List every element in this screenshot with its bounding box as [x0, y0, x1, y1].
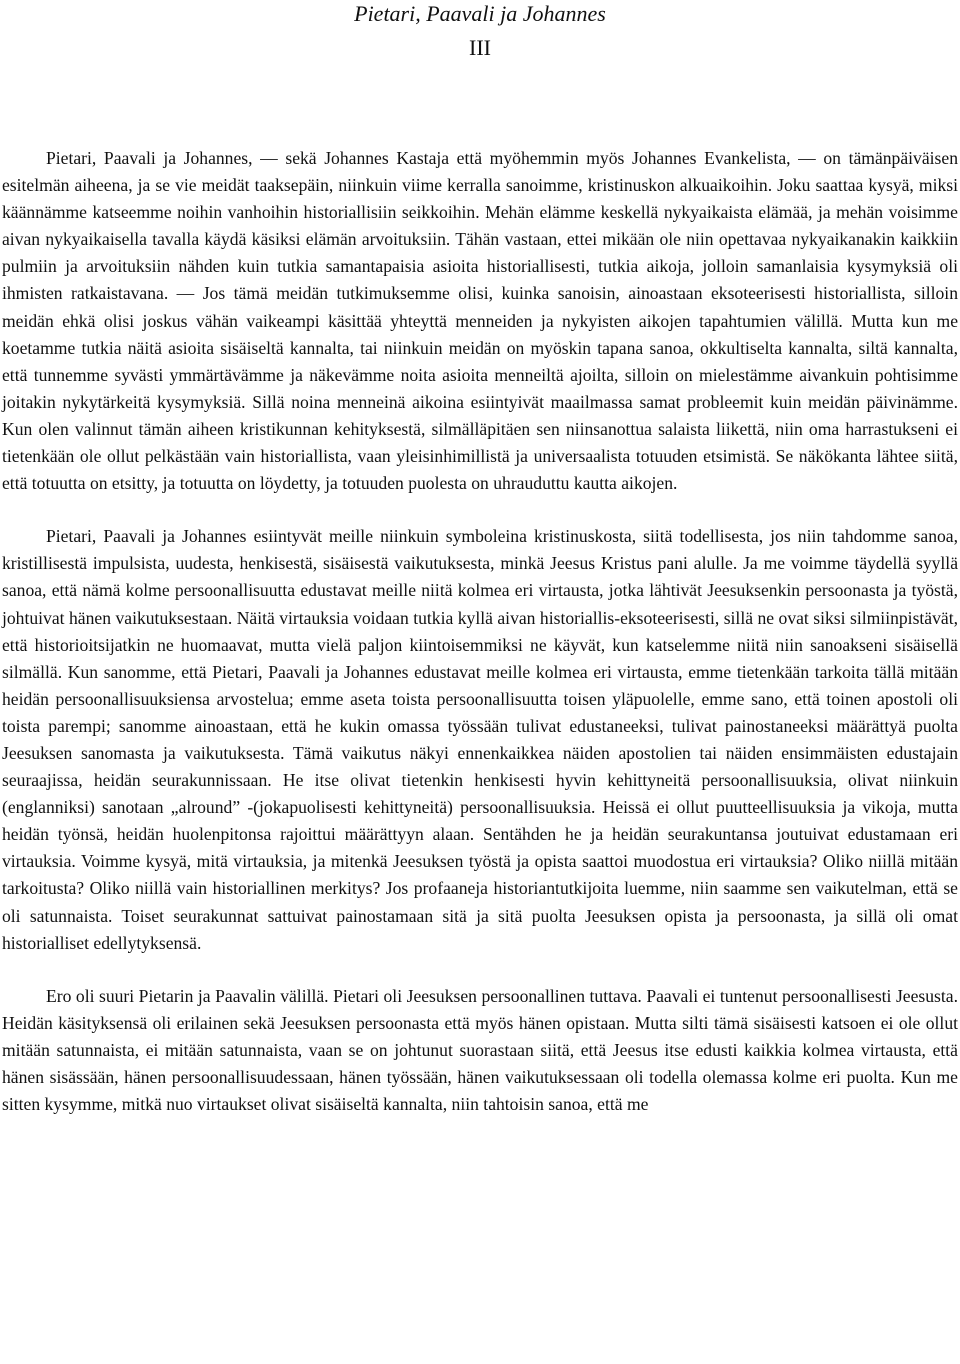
chapter-number: III [469, 35, 491, 60]
paragraph: Pietari, Paavali ja Johannes, — sekä Johannes Kastaja että myöhemmin myös Johannes Evankelista, — on tämänpäiväisen esitelmän aiheena, ja se vie meidät taaksepäin, niinkuin viime kerralla sanoimme, kristinuskon alkuaikoihin. Joku saattaa kysyä, miksi käännämme katseemme noihin vanhoihin historiallisiin seikkoihin. Mehän elämme keskellä nykyaikaista elämää, ja mehän voisimme aivan nykyaikaisella tavalla käydä käsiksi elämän arvoituksiin. Tähän vastaan, ettei mikään ole niin opettavaa nykyaikanakin kaikkiin pulmiin ja arvoituksiin nähden kuin tutkia samantapaisia asioita historiallisesti, tutkia aikoja, jolloin samanlaisia kysymyksiä oli ihmisten ratkaistavana. — Jos tämä meidän tutkimuksemme olisi, kuinka sanoisin, ainoastaan eksoteerisesti historiallista, silloin meidän ehkä olisi joskus vähän vaikeampi käsittää yhteyttä menneiden ja nykyisten aikojen tapahtumien välillä. Mutta kun me koetamme tutkia näitä asioita sisäiseltä kannalta, tai niinkuin meidän on myöskin tapana sanoa, okkultiselta kannalta, siltä kannalta, että tunnemme syvästi ymmärtävämme ja näkevämme noita asioita menneiltä ajoilta, silloin on mielestämme aivankuin pohtisimme joitakin nykytärkeitä kysymyksiä. Sillä noina menneinä aikoina esiintyivät maailmassa samat probleemit kuin meidän päivinämme. Kun olen valinnut tämän aiheen kristikunnan kehityksestä, silmälläpitäen sen niinsanottua salaista liikettä, niin oma harrastukseni ei tietenkään ole ollut pelkästään vain historiallista, vaan yleisinhimillistä ja universaalista totuuden etsimistä. Se näkökanta lähtee siitä, että totuutta on etsitty, ja totuutta on löydetty, ja totuuden puolesta on uhrauduttu kautta aikojen. [2, 148, 958, 494]
document-title: Pietari, Paavali ja Johannes [354, 1, 606, 26]
paragraph: Pietari, Paavali ja Johannes esiintyvät meille niinkuin symboleina kristinuskosta, siitä todellisesta, jos niin tahdomme sanoa, kristillisestä impulsista, uudesta, henkisestä, sisäisestä vaikutuksesta, minkä Jeesus Kristus pani alulle. Ja me voimme täydellä syyllä sanoa, että nämä kolme persoonallisuutta edustavat meille niitä kolmea eri virtausta, jotka lähtivät Jeesuksenkin persoonasta ja työstä, johtuivat hänen vaikutuksestaan. Näitä virtauksia voidaan tutkia kyllä aivan historiallis-eksoteerisesti, sillä ne ovat siksi silmiinpistävät, että historioitsijatkin ne huomaavat, mutta vielä paljon kiintoisemmiksi ne käyvät, kun katselemme niitä niin sanoakseni sisäisellä silmällä. Kun sanomme, että Pietari, Paavali ja Johannes edustavat meille kolmea eri virtausta, emme tietenkään tarkoita tällä mitään heidän persoonallisuuksiensa arvostelua; emme aseta toista persoonallisuutta toisen yläpuolelle, emme sano, että toinen apostoli oli toista parempi; sanomme ainoastaan, että he kukin omassa työssään tulivat edustaneeksi, tulivat painostaneeksi määrättyä puolta Jeesuksen sanomasta ja vaikutuksesta. Tämä vaikutus näkyi ennenkaikkea näiden apostolien tai näiden ensimmäisten edustajain seuraajissa, heidän seurakunnissaan. He itse olivat tietenkin henkisesti hyvin kehittyneitä persoonallisuuksia, olivat niinkuin (englanniksi) sanotaan „alround” -(jokapuolisesti kehittyneitä) persoonallisuuksia. Heissä ei ollut puutteellisuuksia ja vikoja, mutta heidän työnsä, heidän huolenpitonsa rajoittui määrättyyn alaan. Sentähden he ja heidän seurakuntansa joutuivat edustamaan eri virtauksia. Voimme kysyä, mitä virtauksia, ja mitenkä Jeesuksen työstä ja opista saattoi muodostua eri virtauksia? Oliko niillä mitään tarkoitusta? Oliko niillä vain historiallinen merkitys? Jos profaaneja historiantutkijoita luemme, niin saamme sen vaikutelman, että se oli satunnaista. Toiset seurakunnat sattuivat painostamaan sitä ja sitä puolta Jeesuksen opista ja persoonasta, ja sillä oli omat historialliset edellytyksensä. [2, 526, 958, 953]
document-page [2, 0, 958, 1118]
paragraph: Ero oli suuri Pietarin ja Paavalin välillä. Pietari oli Jeesuksen persoonallinen tuttava. Paavali ei tuntenut persoonallisesti Jeesusta. Heidän käsityksensä oli erilainen sekä Jeesuksen persoonasta että myös hänen opistaan. Mutta silti tämä sisäisesti katsoen ei ole ollut mitään satunnaista, ei mitään satunnaista, vaan se on johtunut suorastaan siitä, että Jeesus itse edusti kaikkia kolmea virtausta, että hänen sisässään, hänen persoonallisuudessaan, hänen työssään, hänen vaikutuksessaan oli todella olemassa kolme eri puolta. Kun me sitten kysymme, mitkä nuo virtaukset olivat sisäiseltä kannalta, niin tahtoisin sanoa, että me [2, 985, 958, 1115]
